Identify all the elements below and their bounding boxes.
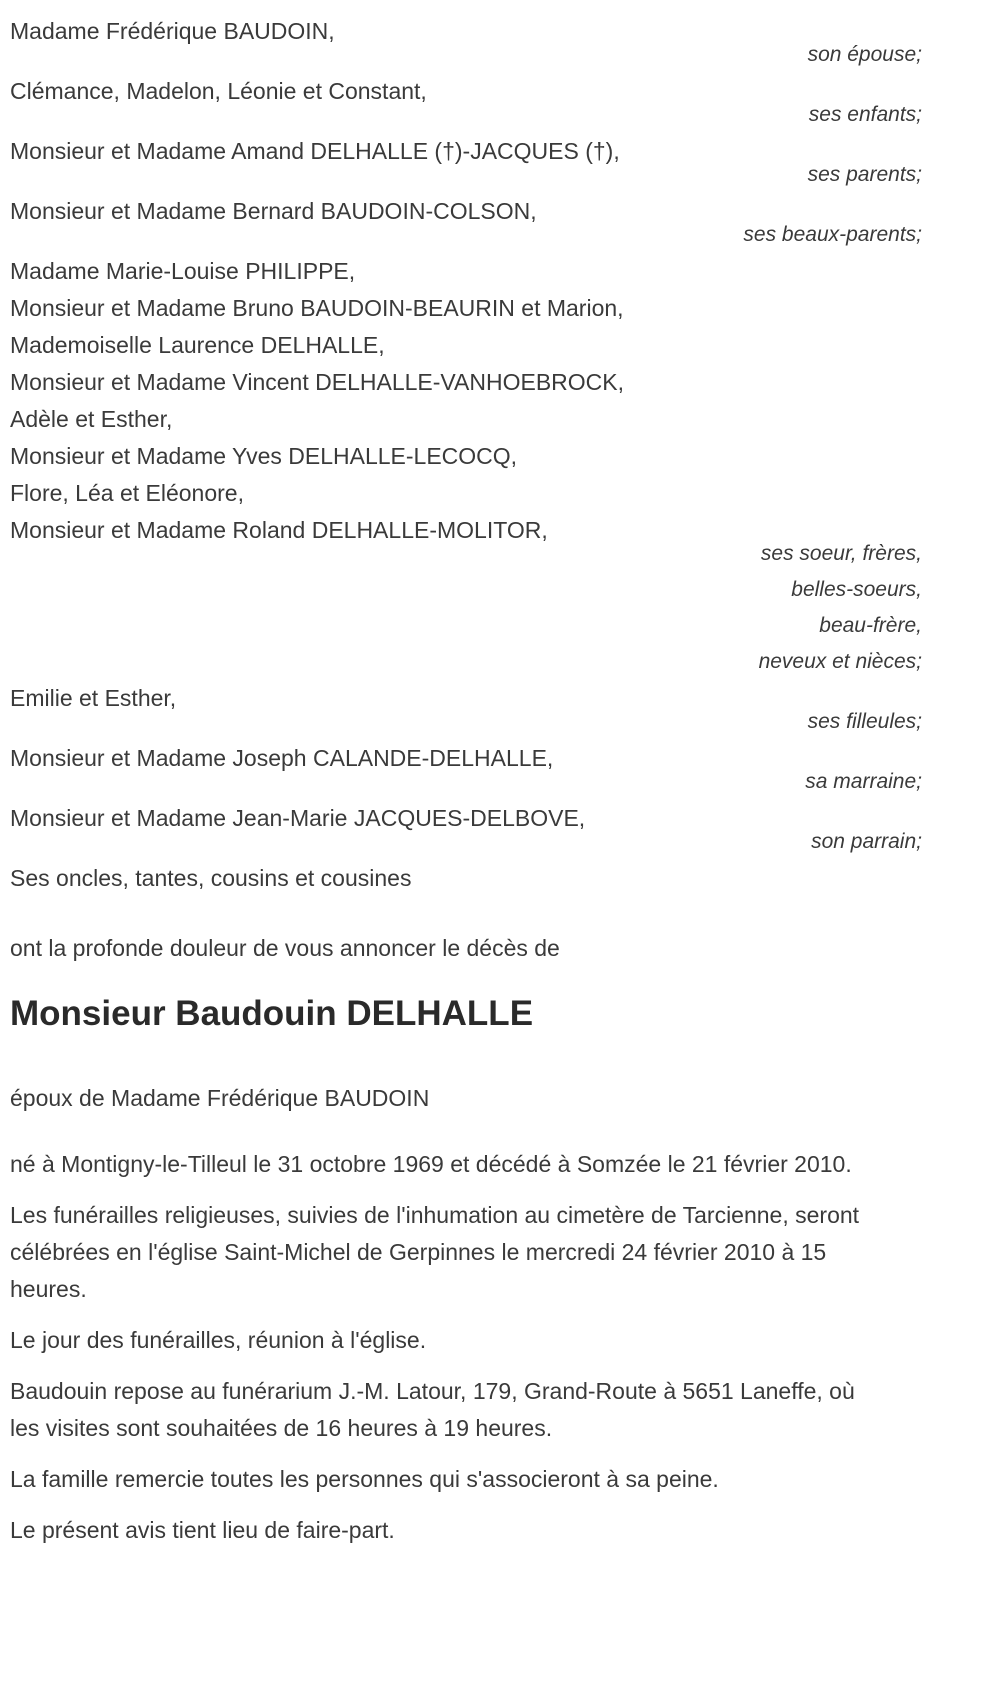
family-member-line: Monsieur et Madame Roland DELHALLE-MOLITOR, [10,517,548,543]
relationship-label: ses soeur, frères, [760,542,922,565]
family-member-line: Clémance, Madelon, Léonie et Constant, [10,78,427,104]
announcement-paragraph: Le jour des funérailles, réunion à l'église. [10,1327,427,1353]
family-member-line: Emilie et Esther, [10,685,177,711]
family-member-line: Madame Frédérique BAUDOIN, [10,18,335,44]
announcement-intro: ont la profonde douleur de vous annoncer le décès de [10,935,560,961]
family-member-line: Madame Marie-Louise PHILIPPE, [10,258,356,284]
relationship-label: ses parents; [807,163,922,186]
deceased-name: Monsieur Baudouin DELHALLE [10,994,534,1033]
family-member-line: Monsieur et Madame Bruno BAUDOIN-BEAURIN et Marion, [10,295,624,321]
announcement-paragraph: né à Montigny-le-Tilleul le 31 octobre 1969 et décédé à Somzée le 21 février 2010. [10,1151,852,1177]
relationship-label: beau-frère, [819,614,922,637]
family-member-line: Monsieur et Madame Bernard BAUDOIN-COLSON, [10,198,537,224]
relationship-label: son épouse; [807,43,922,66]
announcement-paragraph: La famille remercie toutes les personnes qui s'associeront à sa peine. [10,1466,719,1492]
relationship-label: sa marraine; [805,770,922,793]
family-member-line: Monsieur et Madame Amand DELHALLE (†)-JACQUES (†), [10,138,620,164]
family-list [10,17,922,892]
family-member-line: Monsieur et Madame Yves DELHALLE-LECOCQ, [10,443,518,469]
family-member-line: Monsieur et Madame Joseph CALANDE-DELHALLE, [10,745,554,771]
relationship-label: ses beaux-parents; [743,223,922,246]
announcement-paragraphs [10,1146,922,1549]
family-member-line: Monsieur et Madame Jean-Marie JACQUES-DELBOVE, [10,805,586,831]
family-member-line: Monsieur et Madame Vincent DELHALLE-VANHOEBROCK, [10,369,625,395]
family-member-line: Flore, Léa et Eléonore, [10,480,244,506]
relationship-label: son parrain; [811,830,922,853]
family-member-line: Adèle et Esther, [10,406,173,432]
announcement-paragraph: Les funérailles religieuses, suivies de l'inhumation au cimetère de Tarcienne, seront célébrées en l'église Saint-Michel de Gerpinnes le mercredi 24 février 2010 à 15 heures. [10,1202,860,1302]
relationship-label: ses enfants; [808,103,922,126]
spouse-line: époux de Madame Frédérique BAUDOIN [10,1085,430,1111]
relationship-label: ses filleules; [807,710,922,733]
relationship-label: neveux et nièces; [758,650,922,673]
announcement-paragraph: Le présent avis tient lieu de faire-part. [10,1517,395,1543]
family-member-line: Ses oncles, tantes, cousins et cousines [10,865,412,891]
announcement-paragraph: Baudouin repose au funérarium J.-M. Latour, 179, Grand-Route à 5651 Laneffe, où les visites sont souhaitées de 16 heures à 19 heures. [10,1378,855,1441]
relationship-label: belles-soeurs, [791,578,922,601]
family-member-line: Mademoiselle Laurence DELHALLE, [10,332,385,358]
